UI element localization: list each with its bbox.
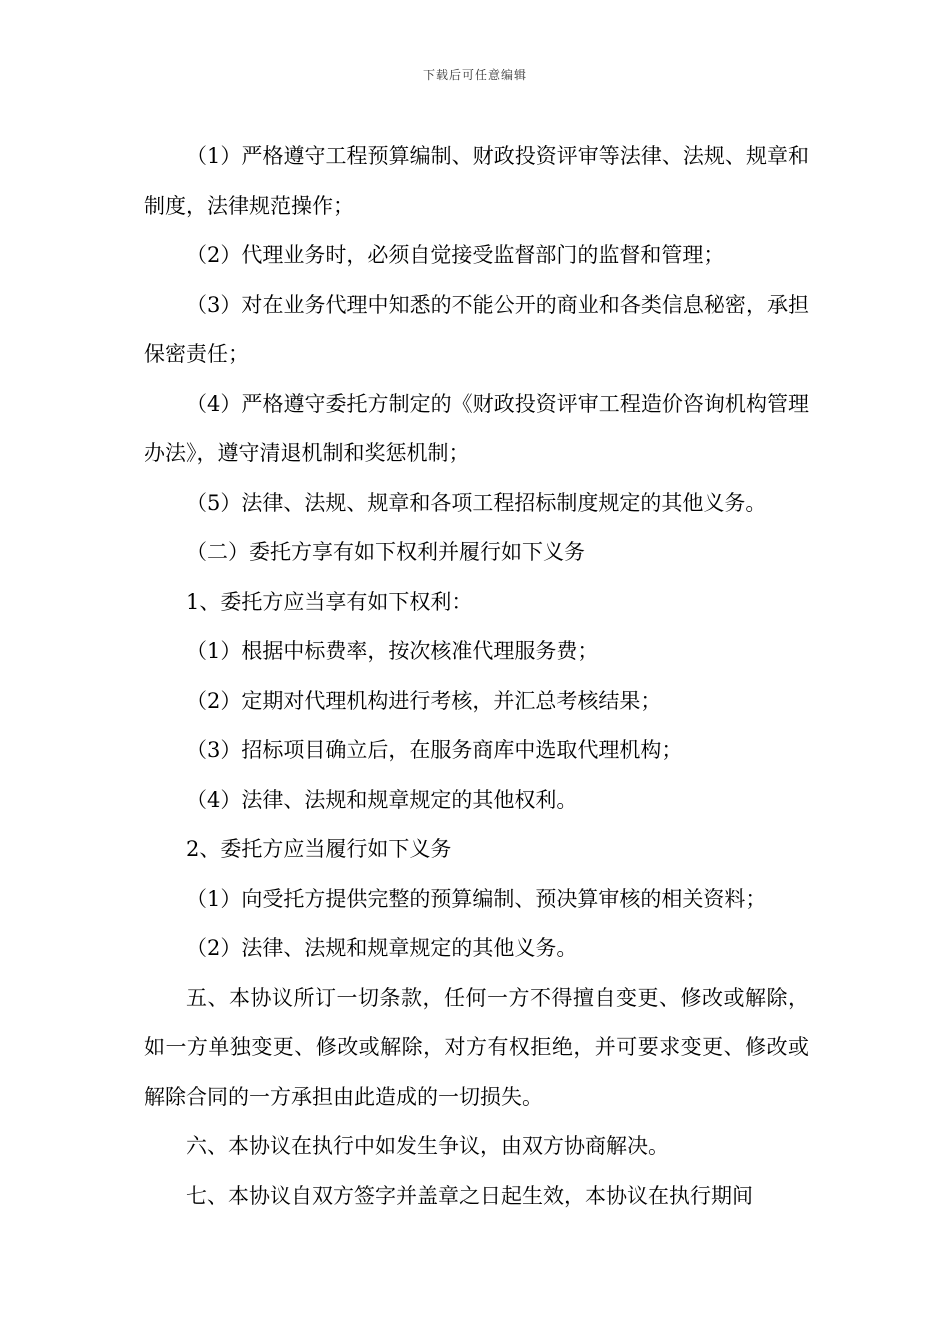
paragraph: （2）定期对代理机构进行考核，并汇总考核结果； [186,688,662,713]
clause: 六、本协议在执行中如发生争议，由双方协商解决。 [186,1134,669,1158]
paragraph: （1）根据中标费率，按次核准代理服务费； [186,639,599,663]
paragraph: （2）代理业务时，必须自觉接受监督部门的监督和管理； [186,243,725,267]
clause: 五、本协议所订一切条款，任何一方不得擅自变更、修改或解除，如一方单独变更、修改或解除，对方有权拒绝，并可要求变更、修改或解除合同的一方承担由此造成的一切损失。 [144,985,809,1109]
paragraph: （2）法律、法规和规章规定的其他义务。 [186,936,578,960]
sub-heading: 1、委托方应当享有如下权利： [186,589,473,614]
document-body [144,132,809,1221]
paragraph: （3）对在业务代理中知悉的不能公开的商业和各类信息秘密，承担保密责任； [144,292,809,366]
paragraph: （4）法律、法规和规章规定的其他权利。 [186,787,578,812]
paragraph: （1）严格遵守工程预算编制、财政投资评审等法律、法规、规章和制度，法律规范操作； [144,144,809,218]
paragraph: （1）向受托方提供完整的预算编制、预决算审核的相关资料； [186,886,767,911]
sub-heading: 2、委托方应当履行如下义务 [186,837,452,861]
section-heading: （二）委托方享有如下权利并履行如下义务 [186,540,585,564]
paragraph: （3）招标项目确立后，在服务商库中选取代理机构； [186,738,683,762]
paragraph: （5）法律、法规、规章和各项工程招标制度规定的其他义务。 [186,490,767,515]
clause: 七、本协议自双方签字并盖章之日起生效，本协议在执行期间 [186,1183,753,1208]
paragraph: （4）严格遵守委托方制定的《财政投资评审工程造价咨询机构管理办法》，遵守清退机制和奖惩机制； [144,391,809,465]
page-header: 下载后可任意编辑 [422,68,527,82]
